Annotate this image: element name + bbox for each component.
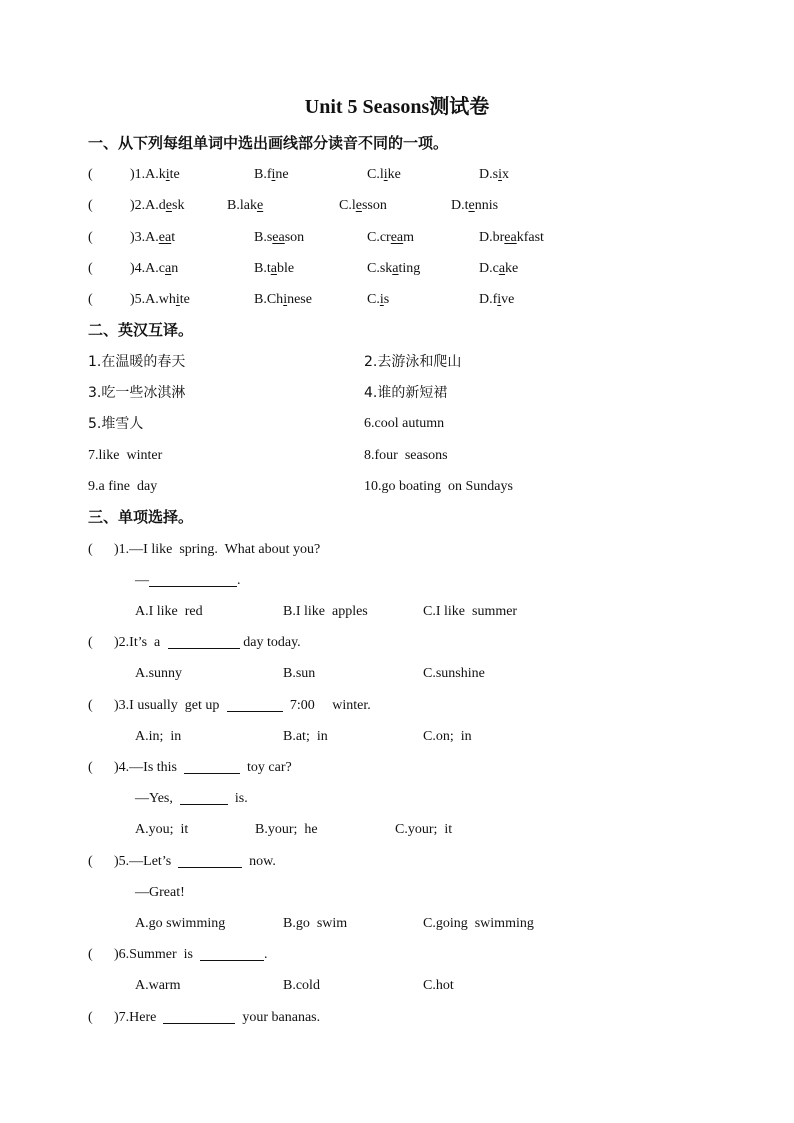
option-a: A.you; it bbox=[135, 822, 189, 837]
option-b: B.sun bbox=[283, 666, 316, 681]
option-a: A.go swimming bbox=[135, 916, 226, 931]
answer-blank bbox=[200, 944, 264, 961]
option-b-pre: B.t bbox=[254, 261, 271, 276]
option-b: B.at; in bbox=[283, 729, 328, 744]
section-3-heading: 三、单项选择。 bbox=[88, 508, 194, 526]
option-a-underlined: i bbox=[165, 167, 170, 182]
s1-question-4 bbox=[0, 258, 794, 280]
option-b-pre: B.f bbox=[254, 167, 272, 182]
option-a-underlined: i bbox=[175, 292, 180, 307]
option-c-underlined: ea bbox=[390, 230, 404, 245]
s3-question-1 bbox=[0, 539, 794, 561]
option-c-pre: C.cr bbox=[367, 230, 391, 245]
answer-paren: ( bbox=[88, 760, 93, 775]
s3-question-4 bbox=[0, 757, 794, 779]
s3-question-2-options bbox=[0, 663, 794, 685]
response-line: —Great! bbox=[135, 885, 185, 900]
option-d-underlined: a bbox=[498, 261, 506, 276]
option-a-post: t bbox=[171, 230, 176, 245]
option-d bbox=[479, 227, 544, 249]
option-b: B.I like apples bbox=[283, 604, 368, 619]
question-stem bbox=[114, 632, 301, 654]
option-c bbox=[339, 195, 387, 217]
option-c-post: m bbox=[403, 230, 415, 245]
answer-paren: ( bbox=[88, 635, 93, 650]
option-a: A.warm bbox=[135, 978, 181, 993]
question-stem bbox=[114, 944, 267, 966]
option-b-pre: B.lak bbox=[227, 198, 257, 213]
option-b-underlined: e bbox=[256, 198, 264, 213]
s3-question-7 bbox=[0, 1007, 794, 1029]
option-d-pre: D.t bbox=[451, 198, 469, 213]
s3-question-4-options bbox=[0, 819, 794, 841]
option-b-pre: B.Ch bbox=[254, 292, 284, 307]
option-c: C.sunshine bbox=[423, 666, 485, 681]
option-c-pre: C. bbox=[367, 292, 380, 307]
option-b bbox=[227, 195, 263, 217]
answer-paren: ( bbox=[88, 542, 93, 557]
stem-post: 7:00 winter. bbox=[282, 698, 371, 713]
question-number: )3.A. bbox=[130, 230, 159, 245]
question-stem bbox=[114, 1007, 320, 1029]
s3-question-1-options bbox=[0, 601, 794, 623]
s2-row-2 bbox=[0, 382, 794, 404]
option-a-underlined: ea bbox=[158, 230, 172, 245]
answer-paren: ( bbox=[88, 261, 93, 276]
s2-row-1 bbox=[0, 351, 794, 373]
option-a-post: te bbox=[169, 167, 180, 182]
option-b-underlined: ea bbox=[272, 230, 285, 245]
translation-item: 3.吃一些冰淇淋 bbox=[88, 385, 186, 401]
s2-row-3 bbox=[0, 413, 794, 435]
s3-question-6-options bbox=[0, 975, 794, 997]
option-b-post: ble bbox=[276, 261, 295, 276]
option-a-pre: d bbox=[158, 198, 166, 213]
stem-post: toy car? bbox=[240, 760, 292, 775]
option-a-pre: k bbox=[158, 167, 166, 182]
option-b bbox=[254, 289, 312, 311]
question-stem bbox=[114, 851, 276, 873]
s1-question-3 bbox=[0, 227, 794, 249]
answer-paren: ( bbox=[88, 167, 93, 182]
answer-blank bbox=[168, 632, 240, 649]
option-d-pre: D.br bbox=[479, 230, 505, 245]
option-b: B.cold bbox=[283, 978, 320, 993]
option-b bbox=[254, 258, 294, 280]
translation-item: 4.谁的新短裙 bbox=[364, 385, 448, 401]
option-c-pre: C.sk bbox=[367, 261, 393, 276]
option-c-pre: C.l bbox=[367, 167, 384, 182]
stem-post: now. bbox=[242, 854, 276, 869]
option-b-post: son bbox=[284, 230, 305, 245]
s3-question-3 bbox=[0, 695, 794, 717]
option-d-post: ke bbox=[505, 261, 519, 276]
option-d-underlined: e bbox=[468, 198, 475, 213]
option-d-post: ve bbox=[501, 292, 515, 307]
option-b-underlined: i bbox=[271, 167, 276, 182]
option-c-post: ting bbox=[398, 261, 421, 276]
translation-item: 2.去游泳和爬山 bbox=[364, 354, 462, 370]
option-d-underlined: ea bbox=[504, 230, 517, 245]
option-d-underlined: i bbox=[497, 292, 502, 307]
question-number: )2.A. bbox=[130, 198, 159, 213]
answer-blank bbox=[180, 788, 228, 805]
stem-pre: )3.I usually get up bbox=[114, 698, 223, 713]
s1-question-1 bbox=[0, 164, 794, 186]
translation-item: 6.cool autumn bbox=[364, 416, 445, 431]
s2-row-5 bbox=[0, 476, 794, 498]
option-b-underlined: i bbox=[283, 292, 288, 307]
option-a: A.sunny bbox=[135, 666, 183, 681]
translation-item: 9.a fine day bbox=[88, 479, 158, 494]
answer-paren: ( bbox=[88, 947, 93, 962]
option-c-underlined: a bbox=[392, 261, 399, 276]
response-dash: — bbox=[135, 573, 149, 588]
s1-question-5 bbox=[0, 289, 794, 311]
s3-question-5-response bbox=[0, 882, 794, 904]
stem-post: your bananas. bbox=[235, 1010, 321, 1025]
option-b bbox=[254, 227, 304, 249]
option-c bbox=[367, 258, 420, 280]
answer-paren: ( bbox=[88, 292, 93, 307]
option-d bbox=[479, 258, 518, 280]
option-c-post: sson bbox=[361, 198, 387, 213]
stem-post: day today. bbox=[239, 635, 301, 650]
stem-pre: )4.—Is this bbox=[114, 760, 184, 775]
response-end: . bbox=[237, 573, 241, 588]
option-c: C.your; it bbox=[395, 822, 453, 837]
translation-item: 1.在温暖的春天 bbox=[88, 354, 186, 370]
answer-paren: ( bbox=[88, 198, 93, 213]
option-a-pre: c bbox=[158, 261, 165, 276]
option-a-underlined: e bbox=[165, 198, 172, 213]
answer-paren: ( bbox=[88, 854, 93, 869]
page-title: Unit 5 Seasons测试卷 bbox=[304, 96, 490, 118]
answer-paren: ( bbox=[88, 698, 93, 713]
s2-row-4 bbox=[0, 445, 794, 467]
answer-blank bbox=[184, 757, 240, 774]
s3-question-1-response bbox=[0, 570, 794, 592]
option-b: B.your; he bbox=[255, 822, 318, 837]
s3-question-5-options bbox=[0, 913, 794, 935]
section-2-heading: 二、英汉互译。 bbox=[88, 321, 194, 339]
option-c bbox=[367, 289, 389, 311]
option-c-post: s bbox=[383, 292, 390, 307]
question-stem: )1.—I like spring. What about you? bbox=[114, 542, 321, 557]
option-b-post: ne bbox=[275, 167, 289, 182]
answer-blank bbox=[178, 851, 242, 868]
translation-item: 8.four seasons bbox=[364, 448, 448, 463]
answer-blank bbox=[227, 695, 283, 712]
option-a-underlined: a bbox=[165, 261, 172, 276]
option-b-underlined: a bbox=[270, 261, 277, 276]
answer-blank bbox=[163, 1007, 235, 1024]
response-post: is. bbox=[227, 791, 248, 806]
option-b-post: nese bbox=[287, 292, 312, 307]
s3-question-6 bbox=[0, 944, 794, 966]
option-c: C.I like summer bbox=[423, 604, 518, 619]
option-c: C.going swimming bbox=[423, 916, 534, 931]
question-stem bbox=[114, 757, 292, 779]
option-d-underlined: i bbox=[498, 167, 502, 182]
option-c bbox=[367, 227, 414, 249]
answer-paren: ( bbox=[88, 1010, 93, 1025]
translation-item: 10.go boating on Sundays bbox=[364, 479, 513, 494]
answer-paren: ( bbox=[88, 230, 93, 245]
translation-item: 5.堆雪人 bbox=[88, 416, 144, 432]
question-stem bbox=[114, 695, 371, 717]
option-d bbox=[451, 195, 498, 217]
option-a-pre: wh bbox=[158, 292, 176, 307]
question-number: )5.A. bbox=[130, 292, 159, 307]
s3-question-2 bbox=[0, 632, 794, 654]
option-d bbox=[479, 164, 509, 186]
option-c-post: ke bbox=[387, 167, 401, 182]
option-a: A.in; in bbox=[135, 729, 182, 744]
stem-post: . bbox=[263, 947, 268, 962]
question-number: )4.A. bbox=[130, 261, 159, 276]
option-c-underlined: e bbox=[355, 198, 362, 213]
option-d-pre: D.c bbox=[479, 261, 499, 276]
s3-question-5 bbox=[0, 851, 794, 873]
option-d-post: kfast bbox=[516, 230, 544, 245]
option-a-post: te bbox=[179, 292, 190, 307]
s3-question-4-response bbox=[0, 788, 794, 810]
option-d-post: nnis bbox=[474, 198, 499, 213]
option-a-post: sk bbox=[172, 198, 185, 213]
option-d-pre: D.f bbox=[479, 292, 498, 307]
option-c bbox=[367, 164, 401, 186]
option-d-pre: D.s bbox=[479, 167, 499, 182]
question-number: )1.A. bbox=[130, 167, 159, 182]
option-b-pre: B.s bbox=[254, 230, 273, 245]
option-d-post: x bbox=[501, 167, 509, 182]
translation-item: 7.like winter bbox=[88, 448, 163, 463]
option-d bbox=[479, 289, 514, 311]
response-line bbox=[135, 788, 248, 810]
response-pre: —Yes, bbox=[135, 791, 180, 806]
option-c-underlined: i bbox=[383, 167, 388, 182]
option-c: C.on; in bbox=[423, 729, 472, 744]
option-c-pre: C.l bbox=[339, 198, 356, 213]
answer-blank bbox=[149, 570, 237, 587]
stem-pre: )6.Summer is bbox=[114, 947, 200, 962]
stem-pre: )7.Here bbox=[114, 1010, 164, 1025]
option-c: C.hot bbox=[423, 978, 454, 993]
option-b: B.go swim bbox=[283, 916, 348, 931]
stem-pre: )2.It’s a bbox=[114, 635, 164, 650]
option-c-underlined: i bbox=[379, 292, 384, 307]
response-line bbox=[135, 570, 241, 592]
s3-question-3-options bbox=[0, 726, 794, 748]
section-1-heading: 一、从下列每组单词中选出画线部分读音不同的一项。 bbox=[88, 134, 449, 152]
option-a-post: n bbox=[171, 261, 179, 276]
option-b bbox=[254, 164, 289, 186]
s1-question-2 bbox=[0, 195, 794, 217]
stem-pre: )5.—Let’s bbox=[114, 854, 179, 869]
option-a: A.I like red bbox=[135, 604, 203, 619]
